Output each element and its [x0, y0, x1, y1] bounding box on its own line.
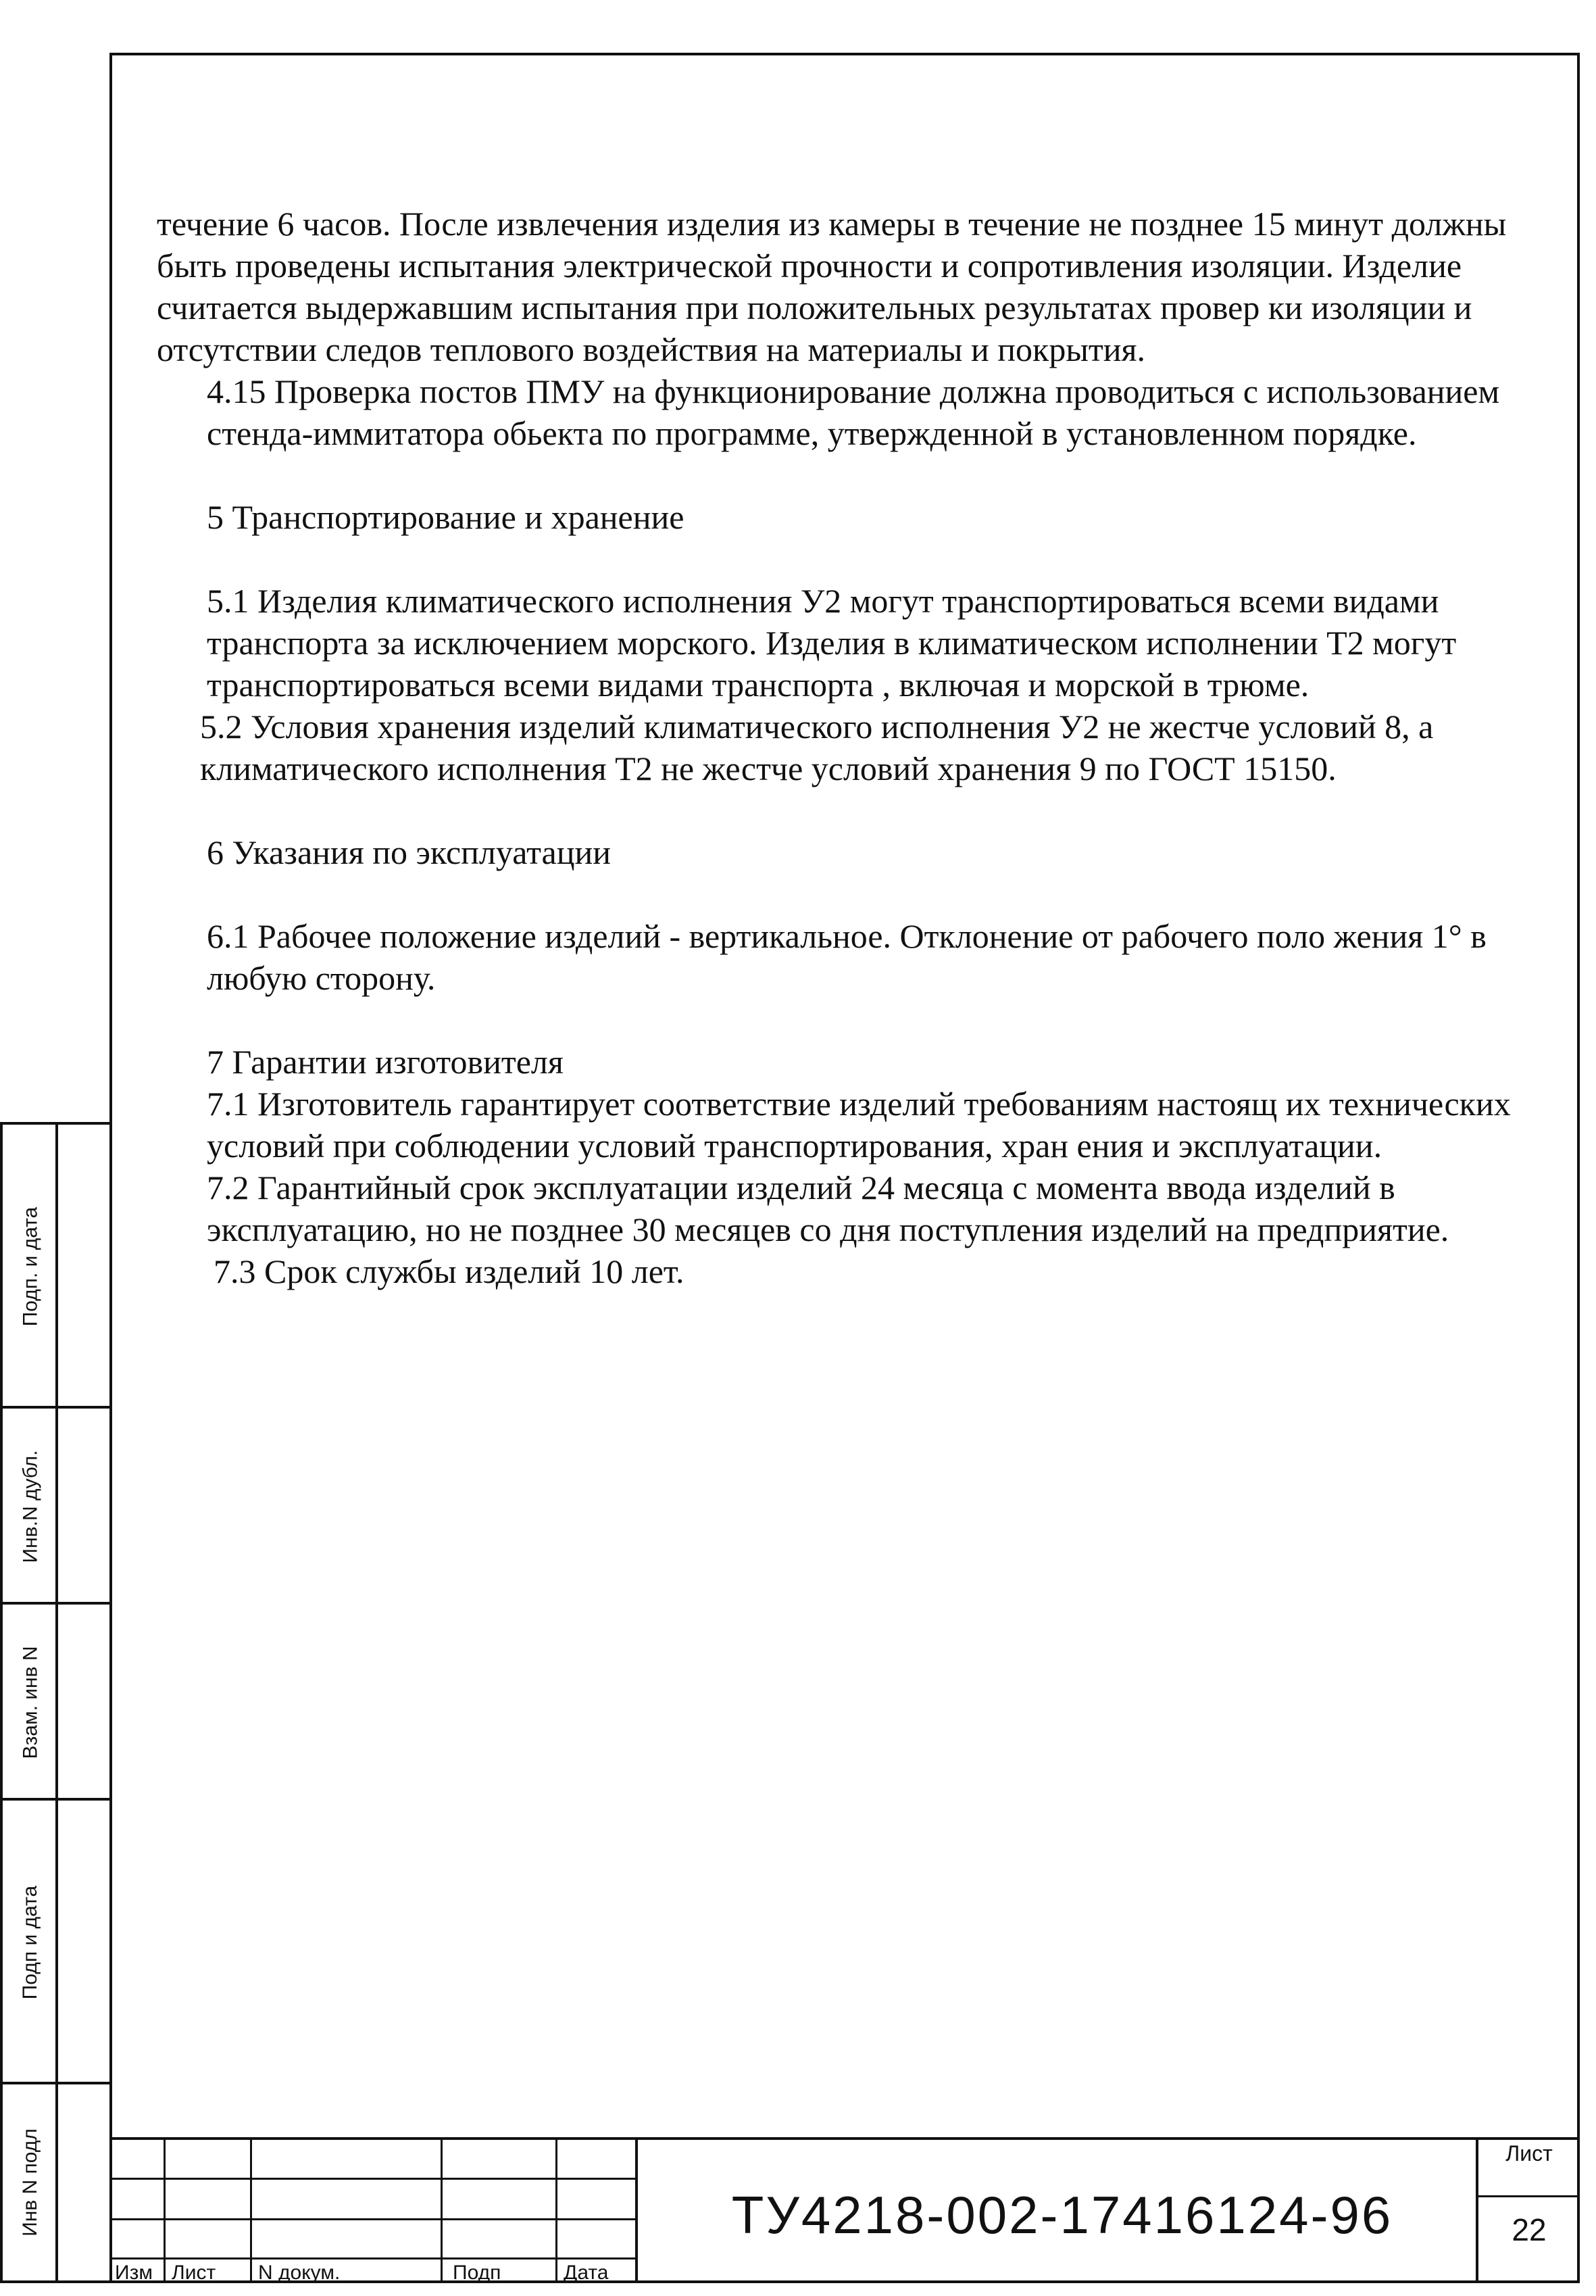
title-block	[109, 2137, 1580, 2283]
section-heading-6: 6 Указания по эксплуатации	[207, 833, 612, 871]
side-stamp	[0, 1122, 112, 2283]
col-label-date: Дата	[564, 2262, 609, 2284]
col-label-sheet: Лист	[172, 2262, 216, 2284]
document-body	[157, 203, 1535, 1292]
paragraph-5-2: 5.2 Условия хранения изделий климатического исполнения У2 не жестче условий 8, а климатического исполнения Т2 не жестче условий хранения 9 по ГОСТ 15150.	[200, 708, 1434, 787]
sheet-number: 22	[1512, 2212, 1547, 2247]
paragraph-7-1: 7.1 Изготовитель гарантирует соответствие изделий требованиям настоящ их технических условий при соблюдении условий транспортирования, хран ения и эксплуатации.	[207, 1085, 1511, 1165]
paragraph-7-2: 7.2 Гарантийный срок эксплуатации изделий 24 месяца с момента ввода изделий в эксплуатацию, но не позднее 30 месяцев со дня поступления изделий на предприятие.	[207, 1169, 1449, 1248]
document-designation: ТУ4218-002-17416124-96	[731, 2185, 1393, 2245]
paragraph-6-1: 6.1 Рабочее положение изделий - вертикальное. Отклонение от рабочего поло жения 1° в любую сторону.	[207, 917, 1487, 997]
stamp-label-replacement-inv: Взам. инв N	[19, 1646, 42, 1759]
stamp-label-original-inv: Инв N подл	[19, 2128, 41, 2237]
paragraph-7-3: 7.3 Срок службы изделий 10 лет.	[214, 1252, 684, 1290]
sheet-label: Лист	[1505, 2141, 1553, 2166]
paragraph-4-15: 4.15 Проверка постов ПМУ на функционирование должна проводиться с использованием стенда-иммитатора обьекта по программе, утвержденной в установленном порядке.	[207, 372, 1500, 452]
section-heading-7: 7 Гарантии изготовителя	[207, 1043, 564, 1081]
stamp-label-signature-date-1: Подп. и дата	[19, 1206, 41, 1327]
stamp-label-signature-date-2: Подп и дата	[19, 1885, 42, 2000]
section-heading-5: 5 Транспортирование и хранение	[207, 498, 684, 536]
col-label-signature: Подп	[453, 2262, 501, 2284]
stamp-label-duplicate-inv: Инв.N дубл.	[19, 1450, 42, 1563]
paragraph-continuation: течение 6 часов. После извлечения изделия из камеры в течение не позднее 15 минут должны быть проведены испытания электрической прочности и сопротивления изоляции. Изделие считается выдержавшим испытания при положительных результатах провер ки изоляции и отсутствии следов теплового воздействия на материалы и покрытия.	[157, 205, 1507, 368]
col-label-change: Изм	[115, 2262, 153, 2284]
paragraph-5-1: 5.1 Изделия климатического исполнения У2 могут транспортироваться всеми видами транспорта за исключением морского. Изделия в климатическом исполнении Т2 могут транспортироваться всеми видами транспорта , включая и морской в трюме.	[207, 582, 1457, 704]
col-label-doc-number: N докум.	[258, 2262, 341, 2284]
